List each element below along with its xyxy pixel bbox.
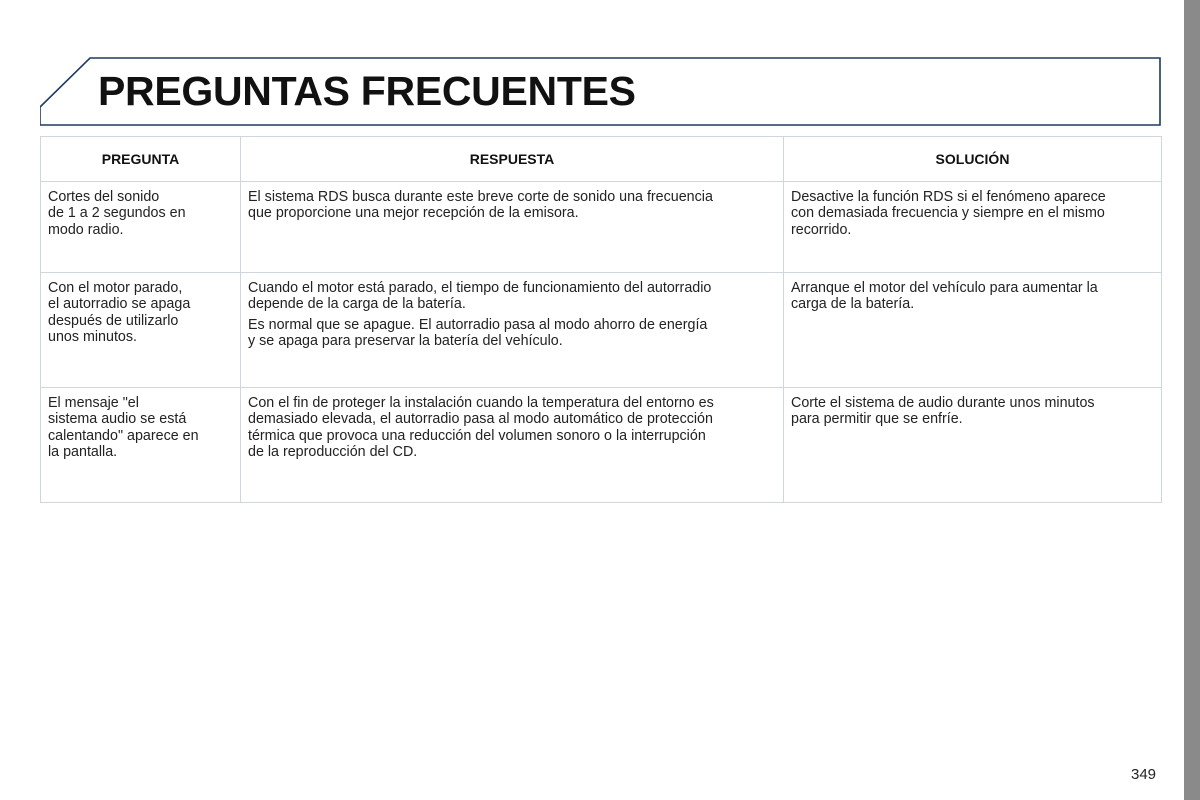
question-cell: [41, 273, 241, 388]
answer-line: térmica que provoca una reducción del volumen sonoro o la interrupción: [248, 427, 706, 444]
solution-cell: [784, 388, 1162, 503]
answer-line: Cuando el motor está parado, el tiempo de funcionamiento del autorradio: [248, 280, 712, 296]
table-row: [41, 388, 1162, 503]
solution-cell: [784, 273, 1162, 388]
answer-paragraph: [248, 189, 776, 222]
answer-cell: [241, 273, 784, 388]
question-line: la pantalla.: [48, 443, 118, 460]
solution-line: Corte el sistema de audio durante unos minutos: [791, 395, 1095, 411]
answer-paragraph: [248, 280, 776, 313]
table-row: [41, 182, 1162, 273]
question-line: modo radio.: [48, 221, 124, 238]
answer-paragraph: [248, 317, 776, 350]
column-header-pregunta: PREGUNTA: [41, 137, 241, 182]
answer-line: Es normal que se apague. El autorradio pasa al modo ahorro de energía: [248, 316, 708, 333]
solution-line: para permitir que se enfríe.: [791, 411, 963, 428]
answer-cell: [241, 388, 784, 503]
answer-line: El sistema RDS busca durante este breve corte de sonido una frecuencia: [248, 189, 713, 205]
solution-line: recorrido.: [791, 221, 852, 238]
question-line: Con el motor parado,: [48, 280, 183, 296]
page-title: PREGUNTAS FRECUENTES: [98, 68, 636, 114]
question-cell: [41, 182, 241, 273]
question-line: de 1 a 2 segundos en: [48, 205, 186, 222]
answer-line: que proporcione una mejor recepción de la emisora.: [248, 205, 579, 222]
answer-cell: [241, 182, 784, 273]
solution-line: Desactive la función RDS si el fenómeno aparece: [791, 189, 1106, 205]
answer-line: demasiado elevada, el autorradio pasa al modo automático de protección: [248, 411, 713, 428]
solution-line: con demasiada frecuencia y siempre en el mismo: [791, 205, 1105, 222]
answer-line: depende de la carga de la batería.: [248, 296, 466, 313]
page-number: 349: [1131, 766, 1157, 783]
table-row: [41, 273, 1162, 388]
page-edge-tab: [1184, 0, 1200, 800]
question-line: el autorradio se apaga: [48, 296, 191, 313]
question-line: sistema audio se está: [48, 411, 187, 428]
column-header-solucion: SOLUCIÓN: [784, 137, 1162, 182]
answer-line: de la reproducción del CD.: [248, 443, 418, 460]
question-line: El mensaje "el: [48, 395, 139, 411]
solution-cell: [784, 182, 1162, 273]
solution-line: Arranque el motor del vehículo para aumentar la: [791, 280, 1098, 296]
question-line: calentando" aparece en: [48, 427, 199, 444]
answer-line: y se apaga para preservar la batería del vehículo.: [248, 332, 563, 349]
answer-paragraph: [248, 395, 776, 460]
solution-line: carga de la batería.: [791, 296, 915, 313]
answer-line: Con el fin de proteger la instalación cuando la temperatura del entorno es: [248, 395, 714, 411]
title-frame: [40, 57, 1161, 126]
faq-table: [40, 136, 1162, 503]
question-line: unos minutos.: [48, 328, 138, 345]
question-cell: [41, 388, 241, 503]
column-header-respuesta: RESPUESTA: [241, 137, 784, 182]
question-line: después de utilizarlo: [48, 312, 179, 329]
question-line: Cortes del sonido: [48, 189, 160, 205]
table-header-row: [41, 137, 1162, 182]
